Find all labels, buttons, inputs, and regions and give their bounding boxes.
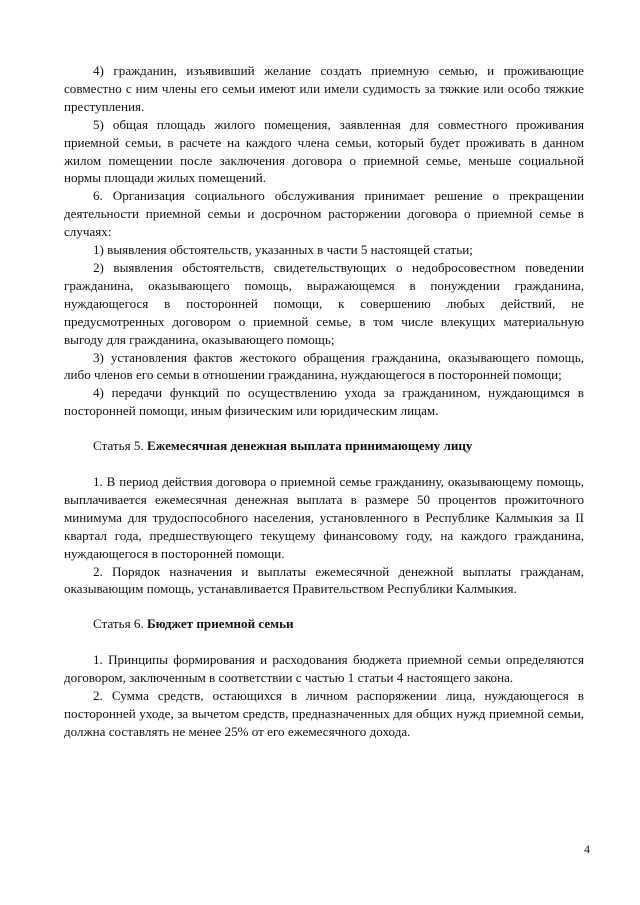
paragraph: 1) выявления обстоятельств, указанных в части 5 настоящей статьи; [93, 242, 473, 258]
paragraph: 1. В период действия договора о приемной семье гражданину, оказывающему помощь, выплачивается ежемесячная денежная выплата в размере 50 процентов прожиточного минимума для трудоспособного населения, установленного в Республике Калмыкия за II квартал года, предшествующего текущему финансовому году, на каждого гражданина, нуждающегося в посторонней помощи. [64, 474, 584, 561]
article-6-prefix: Статья 6. [93, 616, 144, 632]
paragraph: 3) установления фактов жестокого обращения гражданина, оказывающего помощь, либо членов его семьи в отношении гражданина, нуждающегося в посторонней помощи; [64, 349, 584, 383]
paragraph: 4) гражданин, изъявивший желание создать приемную семью, и проживающие совместно с ним члены его семьи имеют или имели судимость за тяжкие или особо тяжкие преступления. [64, 63, 584, 114]
spacer [64, 455, 584, 473]
paragraph: 2. Порядок назначения и выплаты ежемесячной денежной выплаты гражданам, оказывающим помощь, устанавливается Правительством Республики Калмыкия. [64, 563, 584, 597]
article-5-heading [64, 437, 584, 455]
article-5-prefix: Статья 5. [93, 438, 144, 454]
article-5-title: Ежемесячная денежная выплата принимающему лицу [147, 438, 473, 454]
paragraph: 1. Принципы формирования и расходования бюджета приемной семьи определяются договором, заключенным в соответствии с частью 1 статьи 4 настоящего закона. [64, 652, 584, 686]
document-page [64, 62, 584, 741]
article-6-title: Бюджет приемной семьи [147, 616, 294, 632]
paragraph: 2. Сумма средств, остающихся в личном распоряжении лица, нуждающегося в посторонней уходе, за вычетом средств, предназначенных для общих нужд приемной семьи, должна составлять не менее 25% от его ежемесячного дохода. [64, 688, 584, 739]
paragraph: 6. Организация социального обслуживания принимает решение о прекращении деятельности приемной семьи и досрочном расторжении договора о приемной семье в случаях: [64, 188, 584, 240]
paragraph: 5) общая площадь жилого помещения, заявленная для совместного проживания приемной семьи, в расчете на каждого члена семьи, который будет проживать в данном жилом помещении после заключения договора о приемной семье, меньше социальной нормы площади жилых помещений. [64, 116, 584, 186]
spacer [64, 633, 584, 651]
paragraph: 4) передачи функций по осуществлению ухода за гражданином, нуждающимся в посторонней помощи, иным физическим или юридическим лицам. [64, 385, 584, 419]
spacer [64, 420, 584, 437]
page-number: 4 [584, 842, 590, 856]
article-6-heading [64, 615, 584, 633]
paragraph: 2) выявления обстоятельств, свидетельствующих о недобросовестном поведении гражданина, оказывающего помощь, выражающемся в понуждении гражданина, нуждающегося в посторонней помощи, к совершению любых действий, не предусмотренных договором о приемной семье, в том числе влекущих материальную выгоду для гражданина, оказывающего помощь; [64, 259, 584, 347]
spacer [64, 598, 584, 615]
